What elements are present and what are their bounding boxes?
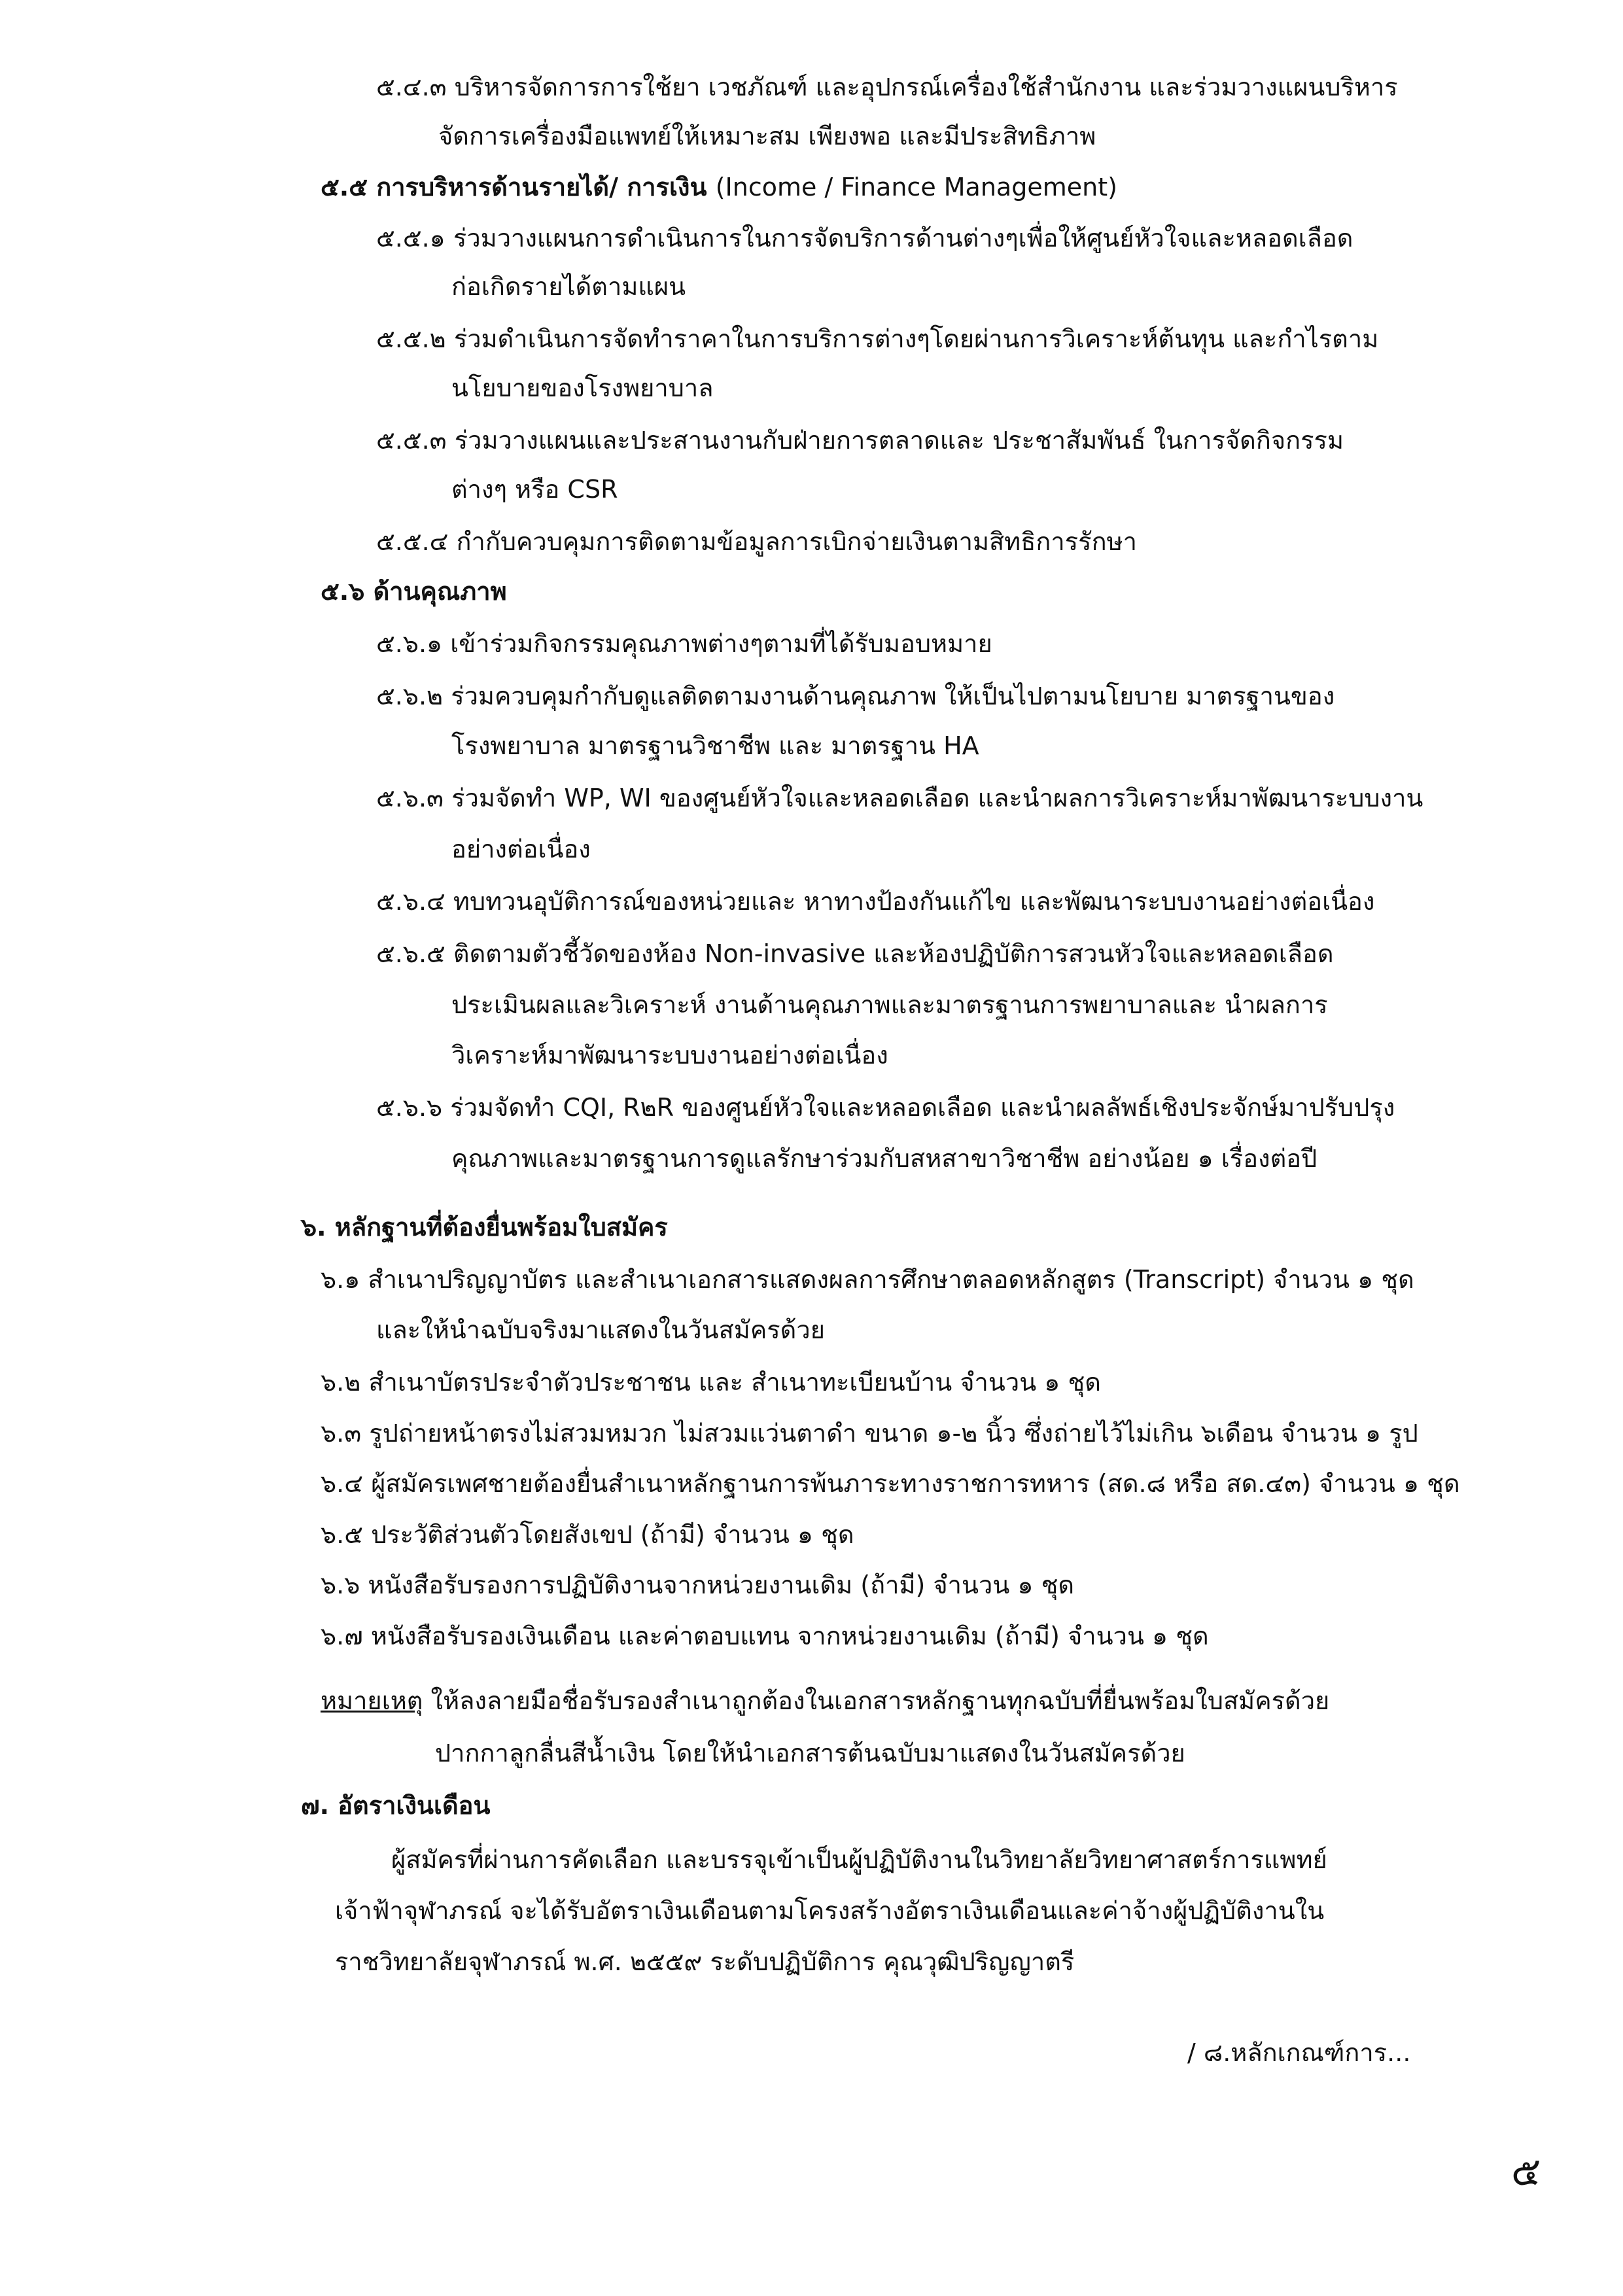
item-6-4: ๖.๔ ผู้สมัครเพศชายต้องยื่นสำเนาหลักฐานการพ้นภาระทางราชการทหาร (สด.๘ หรือ สด.๔๓) จำนวน ๑ ชุด [321, 1469, 1460, 1498]
item-5-6-2-line1: ๕.๖.๒ ร่วมควบคุมกำกับดูแลติดตามงานด้านคุณภาพ ให้เป็นไปตามนโยบาย มาตรฐานของ [376, 682, 1335, 710]
section-7-para-line2: เจ้าฟ้าจุฬาภรณ์ จะได้รับอัตราเงินเดือนตามโครงสร้างอัตราเงินเดือนและค่าจ้างผู้ปฏิบัติงานใน [335, 1896, 1325, 1925]
note-line2: ปากกาลูกลื่นสีน้ำเงิน โดยให้นำเอกสารต้นฉบับมาแสดงในวันสมัครด้วย [435, 1739, 1185, 1767]
page-number: ๕ [1511, 2149, 1541, 2195]
section-7-para-line3: ราชวิทยาลัยจุฬาภรณ์ พ.ศ. ๒๕๕๙ ระดับปฏิบัติการ คุณวุฒิปริญญาตรี [335, 1947, 1075, 1976]
item-5-6-3-line1: ๕.๖.๓ ร่วมจัดทำ WP, WI ของศูนย์หัวใจและหลอดเลือด และนำผลการวิเคราะห์มาพัฒนาระบบงาน [376, 784, 1423, 812]
item-5-6-5-line1: ๕.๖.๕ ติดตามตัวชี้วัดของห้อง Non-invasive และห้องปฏิบัติการสวนหัวใจและหลอดเลือด [376, 939, 1334, 968]
item-5-5-4-line1: ๕.๕.๔ กำกับควบคุมการติดตามข้อมูลการเบิกจ่ายเงินตามสิทธิการรักษา [376, 527, 1137, 556]
item-6-1-line1: ๖.๑ สำเนาปริญญาบัตร และสำเนาเอกสารแสดงผลการศึกษาตลอดหลักสูตร (Transcript) จำนวน ๑ ชุด [321, 1265, 1414, 1294]
item-5-5-2-line1: ๕.๕.๒ ร่วมดำเนินการจัดทำราคาในการบริการต่างๆโดยผ่านการวิเคราะห์ต้นทุน และกำไรตาม [376, 324, 1379, 353]
item-5-6-6-line2: คุณภาพและมาตรฐานการดูแลรักษาร่วมกับสหสาขาวิชาชีพ อย่างน้อย ๑ เรื่องต่อปี [451, 1144, 1318, 1173]
heading-5-6: ๕.๖ ด้านคุณภาพ [321, 577, 507, 606]
item-6-3: ๖.๓ รูปถ่ายหน้าตรงไม่สวมหมวก ไม่สวมแว่นตาดำ ขนาด ๑-๒ นิ้ว ซึ่งถ่ายไว้ไม่เกิน ๖เดือน จำนวน ๑ รูป [321, 1419, 1418, 1448]
continuation-text: / ๘.หลักเกณฑ์การ... [1187, 2038, 1411, 2067]
item-6-6: ๖.๖ หนังสือรับรองการปฏิบัติงานจากหน่วยงานเดิม (ถ้ามี) จำนวน ๑ ชุด [321, 1571, 1075, 1599]
item-5-6-1-line1: ๕.๖.๑ เข้าร่วมกิจกรรมคุณภาพต่างๆตามที่ได้รับมอบหมาย [376, 629, 992, 658]
item-5-5-1-line1: ๕.๕.๑ ร่วมวางแผนการดำเนินการในการจัดบริการด้านต่างๆเพื่อให้ศูนย์หัวใจและหลอดเลือด [376, 224, 1353, 252]
item-5-5-2-line2: นโยบายของโรงพยาบาล [451, 374, 714, 402]
item-5-5-3-line1: ๕.๕.๓ ร่วมวางแผนและประสานงานกับฝ่ายการตลาดและ ประชาสัมพันธ์ ในการจัดกิจกรรม [376, 426, 1344, 455]
item-5-6-5-line2: ประเมินผลและวิเคราะห์ งานด้านคุณภาพและมาตรฐานการพยาบาลและ นำผลการ [451, 990, 1328, 1019]
section-7-para-line1: ผู้สมัครที่ผ่านการคัดเลือก และบรรจุเข้าเป็นผู้ปฏิบัติงานในวิทยาลัยวิทยาศาสตร์การแพทย์ [391, 1845, 1327, 1874]
item-6-1-line2: และให้นำฉบับจริงมาแสดงในวันสมัครด้วย [376, 1315, 825, 1344]
item-5-4-3-line1: ๕.๔.๓ บริหารจัดการการใช้ยา เวชภัณฑ์ และอุปกรณ์เครื่องใช้สำนักงาน และร่วมวางแผนบริหาร [376, 73, 1398, 101]
item-5-5-1-line2: ก่อเกิดรายได้ตามแผน [451, 272, 686, 301]
item-6-7: ๖.๗ หนังสือรับรองเงินเดือน และค่าตอบแทน จากหน่วยงานเดิม (ถ้ามี) จำนวน ๑ ชุด [321, 1622, 1209, 1650]
heading-section-6: ๖. หลักฐานที่ต้องยื่นพร้อมใบสมัคร [301, 1213, 668, 1242]
item-5-6-2-line2: โรงพยาบาล มาตรฐานวิชาชีพ และ มาตรฐาน HA [451, 731, 979, 760]
heading-5-5: ๕.๕ การบริหารด้านรายได้/ การเงิน (Income / Finance Management) [321, 173, 1117, 201]
heading-5-5-english: (Income / Finance Management) [715, 173, 1117, 201]
note-label: หมายเหตุ [321, 1686, 423, 1715]
item-5-6-3-line2: อย่างต่อเนื่อง [451, 835, 591, 863]
item-5-4-3-line2: จัดการเครื่องมือแพทย์ให้เหมาะสม เพียงพอ และมีประสิทธิภาพ [438, 122, 1096, 150]
heading-section-7: ๗. อัตราเงินเดือน [301, 1791, 491, 1820]
item-5-6-5-line3: วิเคราะห์มาพัฒนาระบบงานอย่างต่อเนื่อง [451, 1041, 888, 1070]
note-line1: หมายเหตุ ให้ลงลายมือชื่อรับรองสำเนาถูกต้องในเอกสารหลักฐานทุกฉบับที่ยื่นพร้อมใบสมัครด้วย [321, 1686, 1330, 1715]
item-5-5-3-line2: ต่างๆ หรือ CSR [451, 475, 618, 504]
item-6-2: ๖.๒ สำเนาบัตรประจำตัวประชาชน และ สำเนาทะเบียนบ้าน จำนวน ๑ ชุด [321, 1368, 1101, 1397]
item-5-6-4-line1: ๕.๖.๔ ทบทวนอุบัติการณ์ของหน่วยและ หาทางป้องกันแก้ไข และพัฒนาระบบงานอย่างต่อเนื่อง [376, 887, 1375, 916]
item-6-5: ๖.๕ ประวัติส่วนตัวโดยสังเขป (ถ้ามี) จำนวน ๑ ชุด [321, 1520, 854, 1549]
item-5-6-6-line1: ๕.๖.๖ ร่วมจัดทำ CQI, R๒R ของศูนย์หัวใจและหลอดเลือด และนำผลลัพธ์เชิงประจักษ์มาปรับปรุง [376, 1093, 1395, 1122]
